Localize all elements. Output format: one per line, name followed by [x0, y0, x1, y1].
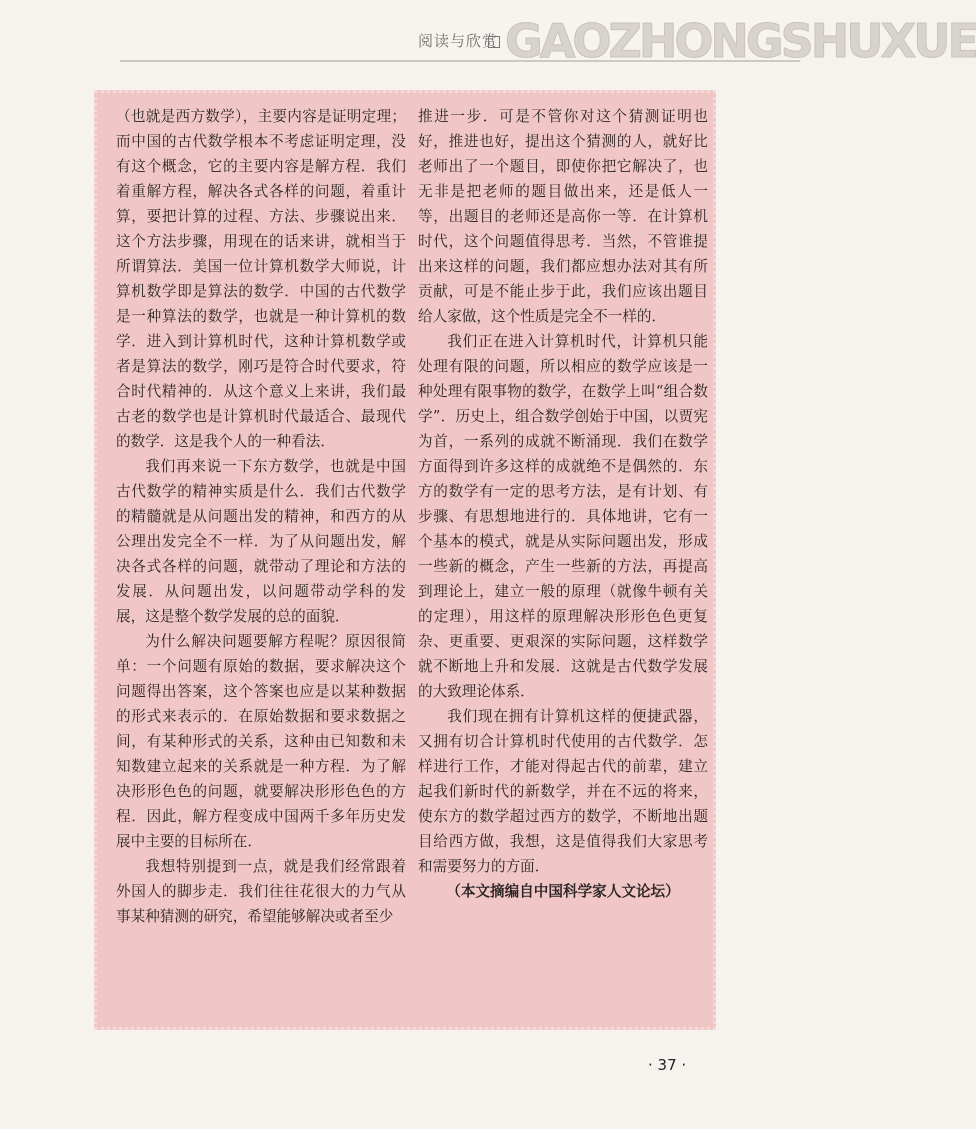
paragraph: 我们再来说一下东方数学，也就是中国古代数学的精神实质是什么．我们古代数学的精髓就是从问题出发的精神，和西方的从公理出发完全不一样．为了从问题出发，解决各式各样的问题，就带动了理论和方法的发展．从问题出发，以问题带动学科的发展，这是整个数学发展的总的面貌． — [116, 458, 406, 625]
page-header — [0, 0, 976, 82]
right-column — [418, 104, 708, 904]
paragraph: 我们现在拥有计算机这样的便捷武器，又拥有切合计算机时代使用的古代数学．怎样进行工作，才能对得起古代的前辈，建立起我们新时代的新数学，并在不远的将来，使东方的数学超过西方的数学，不断地出题目给西方做，我想，这是值得我们大家思考和需要努力的方面． — [418, 708, 708, 875]
paragraph: 为什么解决问题要解方程呢？原因很简单：一个问题有原始的数据，要求解决这个问题得出答案，这个答案也应是以某种数据的形式来表示的．在原始数据和要求数据之间，有某种形式的关系，这种由已知数和未知数建立起来的关系就是一种方程．为了解决形形色色的问题，就要解决形形色色的方程．因此，解方程变成中国两千多年历史发展中主要的目标所在． — [116, 633, 406, 850]
brand-watermark: GAOZHONGSHUXUE — [505, 14, 976, 68]
left-column — [116, 104, 406, 929]
paragraph: 推进一步．可是不管你对这个猜测证明也好，推进也好，提出这个猜测的人，就好比老师出了一个题目，即使你把它解决了，也无非是把老师的题目做出来，还是低人一等，出题目的老师还是高你一等．在计算机时代，这个问题值得思考．当然，不管谁提出来这样的问题，我们都应想办法对其有所贡献，可是不能止步于此，我们应该出题目给人家做，这个性质是完全不一样的． — [418, 108, 708, 325]
source-note: （本文摘编自中国科学家人文论坛） — [446, 883, 680, 900]
paragraph: （也就是西方数学），主要内容是证明定理；而中国的古代数学根本不考虑证明定理，没有这个概念，它的主要内容是解方程．我们着重解方程，解决各式各样的问题，着重计算，要把计算的过程、方法、步骤说出来．这个方法步骤，用现在的话来讲，就相当于所谓算法．美国一位计算机数学大师说，计算机数学即是算法的数学．中国的古代数学是一种算法的数学，也就是一种计算机的数学．进入到计算机时代，这种计算机数学或者是算法的数学，刚巧是符合时代要求，符合时代精神的．从这个意义上来讲，我们最古老的数学也是计算机时代最适合、最现代的数学．这是我个人的一种看法． — [116, 108, 406, 450]
page-number: · 37 · — [648, 1056, 687, 1074]
section-marker-icon — [488, 36, 500, 48]
paragraph: 我想特别提到一点，就是我们经常跟着外国人的脚步走．我们往往花很大的力气从事某种猜测的研究，希望能够解决或者至少 — [116, 858, 406, 925]
section-label: 阅读与欣赏 — [418, 32, 499, 50]
paragraph: 我们正在进入计算机时代，计算机只能处理有限的问题，所以相应的数学应该是一种处理有限事物的数学，在数学上叫“组合数学”．历史上，组合数学创始于中国，以贾宪为首，一系列的成就不断涌现．我们在数学方面得到许多这样的成就绝不是偶然的．东方的数学有一定的思考方法，是有计划、有步骤、有思想地进行的．具体地讲，它有一个基本的模式，就是从实际问题出发，形成一些新的概念，产生一些新的方法，再提高到理论上，建立一般的原理（就像牛顿有关的定理），用这样的原理解决形形色色更复杂、更重要、更艰深的实际问题，这样数学就不断地上升和发展．这就是古代数学发展的大致理论体系． — [418, 333, 708, 700]
